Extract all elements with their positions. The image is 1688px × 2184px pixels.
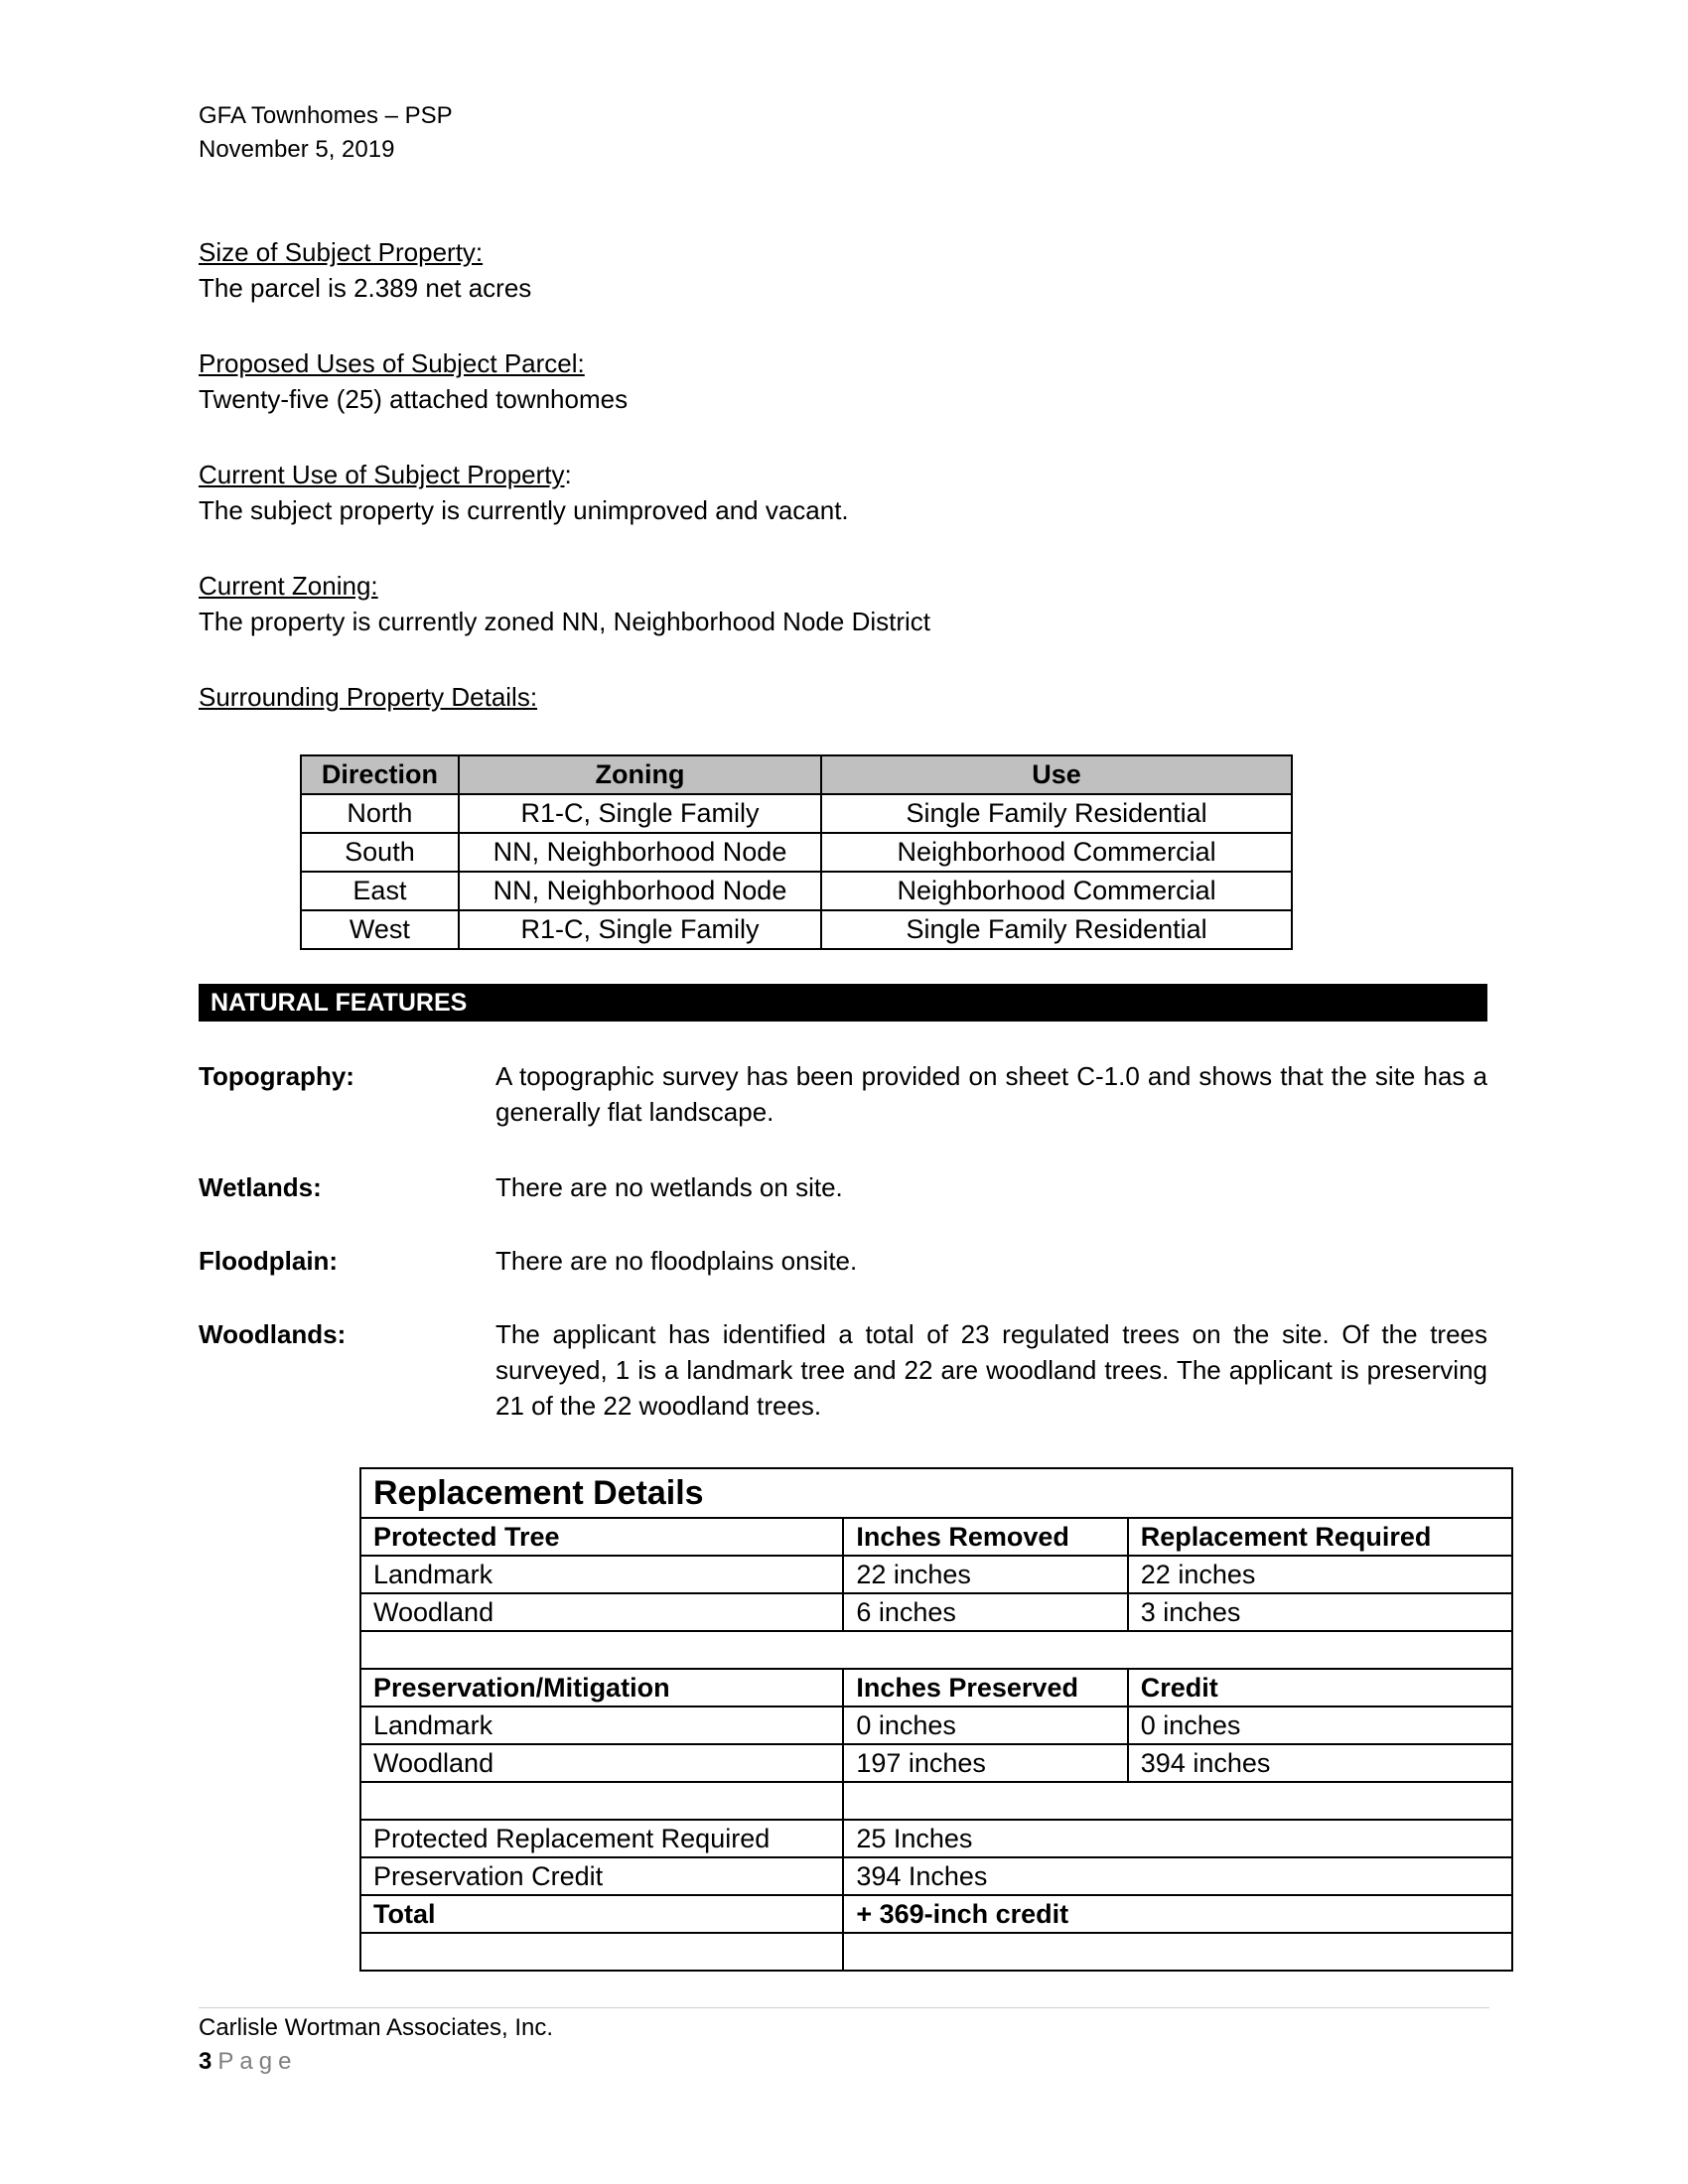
feature-text: A topographic survey has been provided on sheet C-1.0 and shows that the site has a generally flat landscape.: [495, 1061, 1487, 1127]
empty-cell: [843, 1933, 1512, 1971]
table-cell: 197 inches: [843, 1744, 1127, 1782]
section-current-use: Current Use of Subject Property: The subject property is currently unimproved and vacant.: [199, 457, 849, 528]
table-cell: Neighborhood Commercial: [821, 833, 1292, 872]
table-cell: 22 inches: [1128, 1556, 1512, 1593]
table-cell: West: [301, 910, 459, 949]
page-number: 3: [199, 2048, 212, 2075]
natural-features-heading: NATURAL FEATURES: [199, 984, 1487, 1022]
table-cell: East: [301, 872, 459, 910]
section-text: The subject property is currently unimproved and vacant.: [199, 495, 849, 525]
empty-cell: [360, 1782, 843, 1820]
table-cell: Landmark: [360, 1556, 843, 1593]
column-header: Zoning: [459, 755, 821, 794]
feature-label: Woodlands:: [199, 1319, 347, 1349]
empty-cell: [360, 1631, 1512, 1669]
table-row: [360, 1744, 1512, 1782]
column-header: Inches Removed: [843, 1518, 1127, 1556]
table-cell: 394 inches: [1128, 1744, 1512, 1782]
table-spacer-row: [360, 1631, 1512, 1669]
column-header: Inches Preserved: [843, 1669, 1127, 1706]
column-header: Preservation/Mitigation: [360, 1669, 843, 1706]
page-footer: [199, 2011, 553, 2079]
summary-value: 25 Inches: [843, 1820, 1512, 1857]
table-header-row: [360, 1518, 1512, 1556]
summary-label: Total: [360, 1895, 843, 1933]
empty-cell: [843, 1782, 1512, 1820]
table-cell: R1-C, Single Family: [459, 910, 821, 949]
section-label: Current Use of Subject Property: [199, 460, 565, 489]
section-size: [199, 234, 531, 306]
empty-cell: [360, 1933, 843, 1971]
summary-row: [360, 1820, 1512, 1857]
feature-text: There are no floodplains onsite.: [495, 1246, 858, 1276]
section-surrounding: [199, 679, 537, 715]
table-row: [301, 910, 1292, 949]
table-cell: South: [301, 833, 459, 872]
section-label: Size of Subject Property:: [199, 237, 484, 267]
document-header: [199, 99, 453, 167]
column-header: Replacement Required: [1128, 1518, 1512, 1556]
summary-value: 394 Inches: [843, 1857, 1512, 1895]
column-header: Direction: [301, 755, 459, 794]
feature-label: Wetlands:: [199, 1172, 322, 1202]
table-cell: 0 inches: [843, 1706, 1127, 1744]
table-cell: Woodland: [360, 1744, 843, 1782]
table-cell: North: [301, 794, 459, 833]
footer-company: Carlisle Wortman Associates, Inc.: [199, 2014, 554, 2041]
column-header: Protected Tree: [360, 1518, 843, 1556]
table-cell: Single Family Residential: [821, 794, 1292, 833]
summary-label: Preservation Credit: [360, 1857, 843, 1895]
header-title: GFA Townhomes – PSP: [199, 102, 453, 129]
table-cell: 6 inches: [843, 1593, 1127, 1631]
page-indicator: [199, 2045, 553, 2079]
header-date: November 5, 2019: [199, 136, 395, 163]
table-cell: Woodland: [360, 1593, 843, 1631]
table-title-row: [360, 1468, 1512, 1518]
table-cell: 0 inches: [1128, 1706, 1512, 1744]
page-word: Page: [217, 2048, 298, 2075]
table-row: [301, 794, 1292, 833]
table-cell: R1-C, Single Family: [459, 794, 821, 833]
table-row: [360, 1593, 1512, 1631]
table-row: [360, 1706, 1512, 1744]
section-label: Surrounding Property Details:: [199, 682, 538, 712]
column-header: Credit: [1128, 1669, 1512, 1706]
summary-row: [360, 1857, 1512, 1895]
summary-label: Protected Replacement Required: [360, 1820, 843, 1857]
table-header-row: [360, 1669, 1512, 1706]
replacement-table-title: Replacement Details: [360, 1468, 1512, 1518]
feature-text: There are no wetlands on site.: [495, 1172, 843, 1202]
feature-label: Topography:: [199, 1061, 354, 1091]
column-header: Use: [821, 755, 1292, 794]
table-cell: 3 inches: [1128, 1593, 1512, 1631]
table-row: [360, 1556, 1512, 1593]
feature-label: Floodplain:: [199, 1246, 339, 1276]
table-cell: Landmark: [360, 1706, 843, 1744]
footer-divider: [199, 2007, 1489, 2008]
table-cell: Single Family Residential: [821, 910, 1292, 949]
section-proposed-uses: [199, 345, 628, 417]
table-row: [301, 833, 1292, 872]
section-text: Twenty-five (25) attached townhomes: [199, 384, 629, 414]
table-cell: NN, Neighborhood Node: [459, 872, 821, 910]
table-spacer-row: [360, 1933, 1512, 1971]
replacement-details-table: [359, 1467, 1513, 1972]
table-cell: NN, Neighborhood Node: [459, 833, 821, 872]
table-spacer-row: [360, 1782, 1512, 1820]
table-cell: 22 inches: [843, 1556, 1127, 1593]
summary-value: + 369-inch credit: [843, 1895, 1512, 1933]
surrounding-property-table: [300, 754, 1293, 950]
section-label: Current Zoning:: [199, 571, 378, 601]
table-header-row: [301, 755, 1292, 794]
table-row: [301, 872, 1292, 910]
section-text: The parcel is 2.389 net acres: [199, 273, 532, 303]
section-label: Proposed Uses of Subject Parcel:: [199, 348, 585, 378]
feature-text: The applicant has identified a total of 23 regulated trees on the site. Of the trees surveyed, 1 is a landmark tree and 22 are woodland trees. The applicant is preserving 21 of the 22 woodland trees.: [495, 1319, 1487, 1421]
section-text: The property is currently zoned NN, Neighborhood Node District: [199, 607, 931, 636]
section-current-zoning: [199, 568, 930, 639]
table-cell: Neighborhood Commercial: [821, 872, 1292, 910]
summary-row-total: [360, 1895, 1512, 1933]
